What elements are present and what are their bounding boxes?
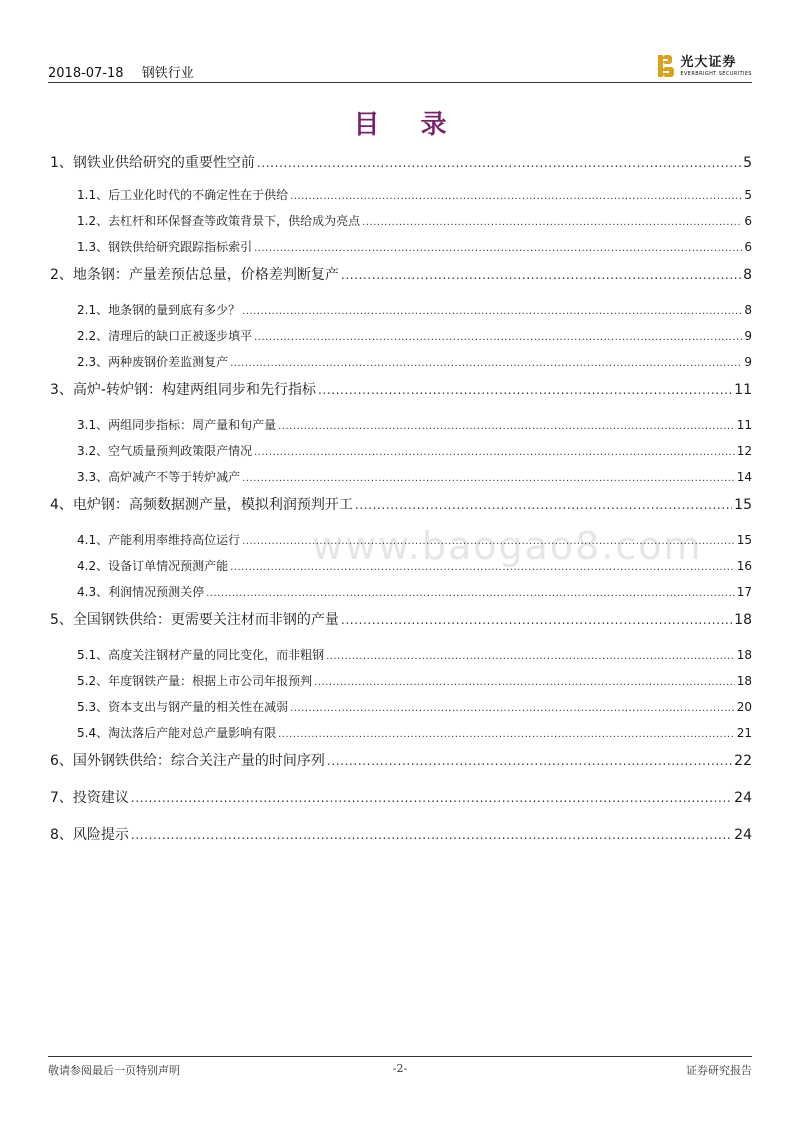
toc-number: 3、 bbox=[50, 382, 73, 398]
toc-entry[interactable] bbox=[50, 822, 752, 859]
dot-leader bbox=[278, 724, 735, 746]
toc-number: 5.4、 bbox=[77, 726, 109, 740]
toc-number: 4.2、 bbox=[77, 559, 109, 573]
toc-number: 3.3、 bbox=[77, 470, 109, 484]
toc-subentry[interactable] bbox=[50, 644, 752, 670]
toc-entry[interactable] bbox=[50, 607, 752, 644]
toc-entry-title: 高炉-转炉钢：构建两组同步和先行指标 bbox=[72, 382, 316, 398]
toc-entry-title: 投资建议 bbox=[72, 790, 129, 806]
toc-entry-title: 资本支出与钢产量的相关性在减弱 bbox=[108, 700, 289, 714]
toc-entry-title: 地条钢：产量差预估总量，价格差判断复产 bbox=[72, 267, 339, 283]
toc-entry-title: 电炉钢：高频数据测产量，模拟利润预判开工 bbox=[72, 497, 353, 513]
toc-subentry[interactable] bbox=[50, 184, 752, 210]
footer-disclaimer: 敬请参阅最后一页特别声明 bbox=[48, 1064, 180, 1077]
toc-page-number: 24 bbox=[734, 827, 752, 843]
toc-entry-title: 后工业化时代的不确定性在于供给 bbox=[108, 188, 289, 202]
dot-leader bbox=[327, 748, 732, 774]
toc-entry-title: 高度关注钢材产量的同比变化，而非粗钢 bbox=[108, 648, 325, 662]
page-number: -2- bbox=[392, 1062, 408, 1075]
toc-number: 4.1、 bbox=[77, 533, 109, 547]
toc-page-number: 11 bbox=[736, 418, 752, 432]
toc-page-number: 16 bbox=[736, 559, 752, 573]
toc-subentry[interactable] bbox=[50, 466, 752, 492]
toc-page-number: 5 bbox=[743, 155, 752, 171]
toc-number: 6、 bbox=[50, 753, 73, 769]
toc-entry-title: 国外钢铁供给：综合关注产量的时间序列 bbox=[72, 753, 325, 769]
toc-entry-title: 空气质量预判政策限产情况 bbox=[108, 444, 253, 458]
toc-number: 4.3、 bbox=[77, 585, 109, 599]
dot-leader bbox=[341, 607, 732, 633]
dot-leader bbox=[131, 822, 732, 848]
brand-logo bbox=[658, 52, 752, 80]
table-of-contents bbox=[50, 150, 752, 859]
toc-entry-title: 年度钢铁产量：根据上市公司年报预判 bbox=[108, 674, 313, 688]
toc-page-number: 6 bbox=[744, 240, 752, 254]
dot-leader bbox=[254, 238, 742, 260]
toc-subentry[interactable] bbox=[50, 529, 752, 555]
toc-entry[interactable] bbox=[50, 262, 752, 299]
toc-number: 3.1、 bbox=[77, 418, 109, 432]
toc-page-number: 6 bbox=[744, 214, 752, 228]
toc-number: 1.2、 bbox=[77, 214, 109, 228]
dot-leader bbox=[355, 492, 732, 518]
toc-title: 目 录 bbox=[353, 110, 463, 140]
toc-entry[interactable] bbox=[50, 150, 752, 184]
dot-leader bbox=[318, 377, 732, 403]
dot-leader bbox=[278, 416, 735, 438]
dot-leader bbox=[254, 327, 742, 349]
toc-subentry[interactable] bbox=[50, 210, 752, 236]
toc-entry[interactable] bbox=[50, 748, 752, 785]
toc-subentry[interactable] bbox=[50, 670, 752, 696]
toc-entry[interactable] bbox=[50, 377, 752, 414]
dot-leader bbox=[257, 150, 741, 176]
toc-entry-title: 清理后的缺口正被逐步填平 bbox=[108, 329, 253, 343]
dot-leader bbox=[290, 698, 735, 720]
toc-page-number: 8 bbox=[743, 267, 752, 283]
toc-page-number: 20 bbox=[736, 700, 752, 714]
toc-page-number: 8 bbox=[744, 303, 752, 317]
toc-page-number: 9 bbox=[744, 355, 752, 369]
toc-number: 1、 bbox=[50, 155, 73, 171]
toc-subentry[interactable] bbox=[50, 440, 752, 466]
toc-number: 2.3、 bbox=[77, 355, 109, 369]
dot-leader bbox=[230, 557, 735, 579]
toc-entry-title: 地条钢的量到底有多少？ bbox=[108, 303, 241, 317]
dot-leader bbox=[230, 353, 742, 375]
toc-subentry[interactable] bbox=[50, 325, 752, 351]
toc-subentry[interactable] bbox=[50, 581, 752, 607]
toc-entry[interactable] bbox=[50, 492, 752, 529]
toc-number: 2.2、 bbox=[77, 329, 109, 343]
toc-number: 1.3、 bbox=[77, 240, 109, 254]
toc-entry-title: 钢铁供给研究跟踪指标索引 bbox=[108, 240, 253, 254]
toc-subentry[interactable] bbox=[50, 722, 752, 748]
industry-label: 钢铁行业 bbox=[141, 66, 194, 81]
everbright-logo-icon bbox=[658, 55, 674, 77]
header-meta bbox=[48, 62, 208, 81]
footer-divider bbox=[48, 1056, 752, 1057]
dot-leader bbox=[362, 212, 742, 234]
toc-subentry[interactable] bbox=[50, 351, 752, 377]
toc-entry[interactable] bbox=[50, 785, 752, 822]
toc-entry-title: 利润情况预测关停 bbox=[108, 585, 205, 599]
toc-entry-title: 高炉减产不等于转炉减产 bbox=[108, 470, 241, 484]
toc-subentry[interactable] bbox=[50, 236, 752, 262]
toc-page-number: 18 bbox=[736, 674, 752, 688]
report-date: 2018-07-18 bbox=[48, 66, 124, 81]
dot-leader bbox=[254, 442, 735, 464]
toc-number: 1.1、 bbox=[77, 188, 109, 202]
toc-number: 5.2、 bbox=[77, 674, 109, 688]
toc-number: 5.3、 bbox=[77, 700, 109, 714]
toc-subentry[interactable] bbox=[50, 414, 752, 440]
toc-entry-title: 钢铁业供给研究的重要性空前 bbox=[72, 155, 255, 171]
toc-number: 7、 bbox=[50, 790, 73, 806]
toc-page-number: 11 bbox=[734, 382, 752, 398]
toc-page-number: 12 bbox=[736, 444, 752, 458]
toc-entry-title: 两种废钢价差监测复产 bbox=[108, 355, 229, 369]
toc-page-number: 18 bbox=[736, 648, 752, 662]
toc-number: 2、 bbox=[50, 267, 73, 283]
toc-number: 2.1、 bbox=[77, 303, 109, 317]
toc-page-number: 22 bbox=[734, 753, 752, 769]
toc-number: 3.2、 bbox=[77, 444, 109, 458]
toc-number: 5.1、 bbox=[77, 648, 109, 662]
toc-page-number: 18 bbox=[734, 612, 752, 628]
logo-cn-text: 光大证券 bbox=[680, 54, 737, 70]
toc-entry-title: 全国钢铁供给：更需要关注材而非钢的产量 bbox=[72, 612, 339, 628]
header-divider bbox=[48, 82, 752, 83]
watermark: www.baogao8.com bbox=[312, 524, 703, 568]
dot-leader bbox=[242, 301, 742, 323]
dot-leader bbox=[341, 262, 741, 288]
dot-leader bbox=[290, 186, 742, 208]
toc-page-number: 14 bbox=[736, 470, 752, 484]
toc-page-number: 5 bbox=[744, 188, 752, 202]
toc-entry-title: 淘汰落后产能对总产量影响有限 bbox=[108, 726, 277, 740]
toc-entry-title: 风险提示 bbox=[72, 827, 129, 843]
page-header bbox=[48, 52, 752, 82]
toc-page-number: 15 bbox=[734, 497, 752, 513]
dot-leader bbox=[242, 468, 735, 490]
logo-en-text: EVERBRIGHT SECURITIES bbox=[680, 70, 752, 77]
toc-page-number: 9 bbox=[744, 329, 752, 343]
toc-subentry[interactable] bbox=[50, 555, 752, 581]
toc-page-number: 24 bbox=[734, 790, 752, 806]
toc-number: 8、 bbox=[50, 827, 73, 843]
toc-subentry[interactable] bbox=[50, 696, 752, 722]
toc-page-number: 17 bbox=[736, 585, 752, 599]
dot-leader bbox=[314, 672, 735, 694]
footer-report-type: 证券研究报告 bbox=[686, 1064, 752, 1077]
toc-number: 4、 bbox=[50, 497, 73, 513]
dot-leader bbox=[206, 583, 735, 605]
toc-page-number: 21 bbox=[736, 726, 752, 740]
toc-entry-title: 设备订单情况预测产能 bbox=[108, 559, 229, 573]
toc-number: 5、 bbox=[50, 612, 73, 628]
dot-leader bbox=[326, 646, 735, 668]
toc-subentry[interactable] bbox=[50, 299, 752, 325]
toc-entry-title: 产能利用率维持高位运行 bbox=[108, 533, 241, 547]
toc-page-number: 15 bbox=[736, 533, 752, 547]
dot-leader bbox=[242, 531, 735, 553]
toc-entry-title: 两组同步指标：周产量和旬产量 bbox=[108, 418, 277, 432]
dot-leader bbox=[131, 785, 732, 811]
toc-entry-title: 去杠杆和环保督查等政策背景下，供给成为亮点 bbox=[108, 214, 361, 228]
